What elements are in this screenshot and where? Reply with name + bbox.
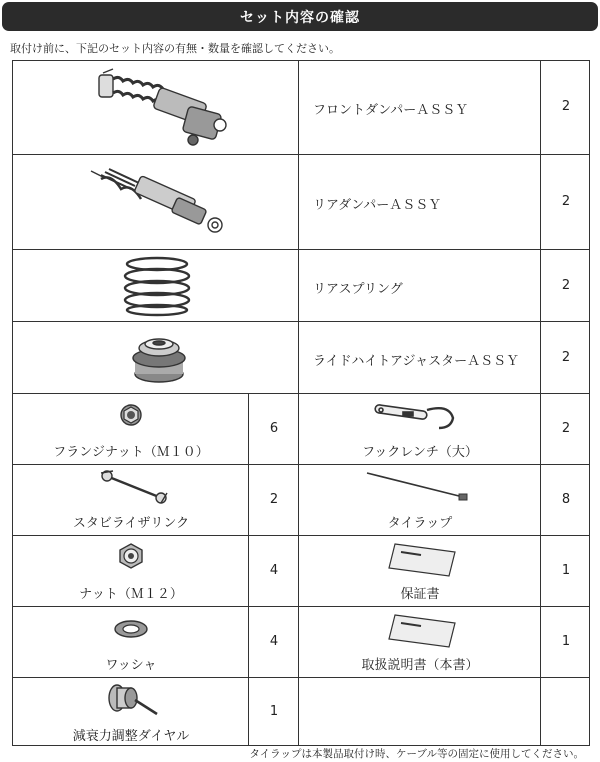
large-row-4-qty-cell [540,321,590,393]
rear-damper-icon [87,167,227,239]
item-qty: 2 [561,421,571,436]
item-name: 保証書 [400,587,440,602]
small-row-3-right-qty [540,535,590,606]
damping-dial-icon [105,682,161,720]
large-row-1-image-cell [12,60,298,154]
large-row-4-name-cell [298,321,540,393]
warranty-card-icon [387,542,459,578]
adjuster-icon [129,330,189,386]
small-row-4-right-qty [540,606,590,677]
small-row-2-left-cell [12,464,248,535]
large-row-4-image-cell [12,321,298,393]
large-row-2-name-cell [298,154,540,249]
small-row-3-right-cell [298,535,540,606]
item-qty: 1 [269,704,279,719]
item-qty: 2 [561,278,571,293]
front-damper-icon [85,65,235,151]
item-name: フックレンチ（大） [362,445,478,460]
item-qty: 4 [269,563,279,578]
large-row-3-qty-cell [540,249,590,321]
small-row-4-left-cell [12,606,248,677]
hook-wrench-icon [373,400,457,430]
footnote: タイラップは本製品取付け時、ケーブル等の固定に使用してください。 [249,748,584,760]
large-row-3-name-cell [298,249,540,321]
item-name: リアダンパーＡＳＳＹ [313,198,442,213]
small-row-2-right-qty [540,464,590,535]
small-row-5-right-qty [540,677,590,746]
large-row-2-image-cell [12,154,298,249]
item-name: スタビライザリンク [72,516,190,531]
large-row-1-name-cell [298,60,540,154]
item-qty: 2 [561,350,571,365]
spring-icon [121,256,193,316]
item-name: ワッシャ [105,658,157,673]
item-name: タイラップ [387,516,453,531]
small-row-1-right-cell [298,393,540,464]
item-name: 減衰力調整ダイヤル [72,729,190,744]
nut-icon [117,542,145,570]
item-qty: 8 [561,492,571,507]
small-row-1-right-qty [540,393,590,464]
manual-icon [387,613,459,649]
cable-tie-icon [363,469,473,503]
item-name: ナット（Ｍ１２） [79,587,183,602]
item-qty: 1 [561,634,571,649]
item-name: 取扱説明書（本書） [361,658,479,673]
washer-icon [113,619,149,639]
item-name: フランジナット（Ｍ１０） [53,445,209,460]
small-row-3-left-cell [12,535,248,606]
item-qty: 2 [561,99,571,114]
item-qty: 4 [269,634,279,649]
small-row-1-left-cell [12,393,248,464]
small-row-4-right-cell [298,606,540,677]
large-row-3-image-cell [12,249,298,321]
small-row-1-left-qty [248,393,298,464]
small-row-5-left-cell [12,677,248,746]
item-name: リアスプリング [313,282,403,297]
small-row-2-left-qty [248,464,298,535]
small-row-4-left-qty [248,606,298,677]
intro-text: 取付け前に、下記のセット内容の有無・数量を確認してください。 [10,42,340,55]
small-row-3-left-qty [248,535,298,606]
stabilizer-link-icon [99,469,169,505]
item-name: ライドハイトアジャスターＡＳＳＹ [313,354,520,369]
large-row-2-qty-cell [540,154,590,249]
large-row-1-qty-cell [540,60,590,154]
item-qty: 6 [269,421,279,436]
item-qty: 1 [561,563,571,578]
item-qty: 2 [561,194,571,209]
small-row-5-right-cell [298,677,540,746]
flange-nut-icon [120,404,142,426]
small-row-5-left-qty [248,677,298,746]
item-name: フロントダンパーＡＳＳＹ [313,103,469,118]
item-qty: 2 [269,492,279,507]
small-row-2-right-cell [298,464,540,535]
section-title: セット内容の確認 [2,2,598,31]
